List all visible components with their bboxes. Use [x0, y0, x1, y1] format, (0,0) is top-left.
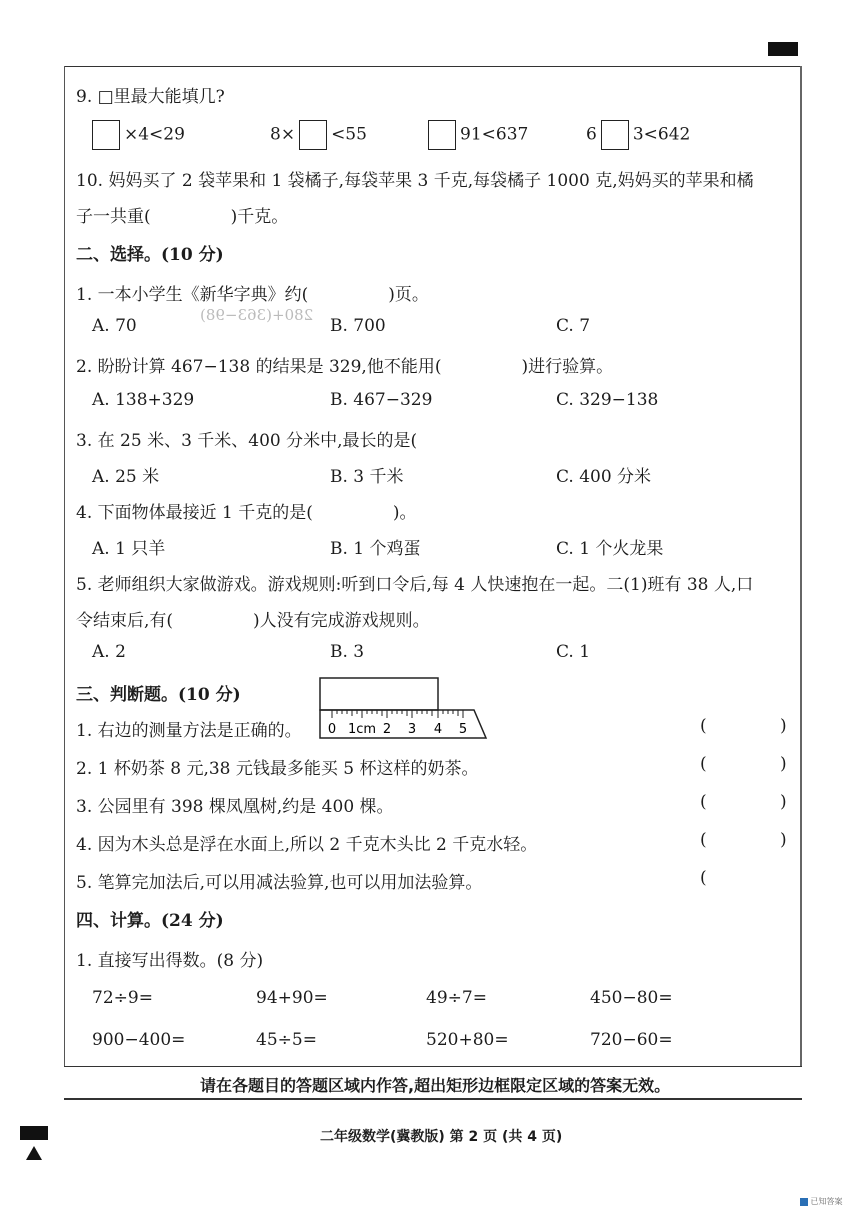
calc-item[interactable]: 720−60=: [590, 1030, 673, 1050]
judge-3-text: 3. 公园里有 398 棵凤凰树,约是 400 棵。: [76, 797, 394, 817]
choice-4-stem: 4. 下面物体最接近 1 千克的是( )。: [76, 503, 417, 523]
answer-frame-top: [64, 66, 800, 67]
alignment-marker-bottom-left: [20, 1126, 48, 1140]
choice-4-option-b[interactable]: B. 1 个鸡蛋: [330, 539, 421, 559]
calc-item[interactable]: 45÷5=: [256, 1030, 317, 1050]
alignment-marker-top-right: [768, 42, 798, 56]
question-9-item-4: 6 3<642: [586, 120, 690, 150]
ruler-label: 5: [458, 722, 468, 737]
section-4-sub-1: 1. 直接写出得数。(8 分): [76, 951, 264, 971]
question-9-item-2: 8× <55: [270, 120, 367, 150]
calc-item[interactable]: 72÷9=: [92, 988, 153, 1008]
judge-1-paren-close: ): [780, 716, 787, 736]
choice-5-option-c[interactable]: C. 1: [556, 642, 591, 662]
judge-1-text: 1. 右边的测量方法是正确的。: [76, 721, 302, 741]
choice-3-option-b[interactable]: B. 3 千米: [330, 467, 404, 487]
judge-3-paren-close: ): [780, 792, 787, 812]
choice-3-option-a[interactable]: A. 25 米: [92, 467, 160, 487]
watermark-logo: 已知答案: [800, 1196, 843, 1207]
ruler-ticks: [332, 710, 463, 718]
choice-2-option-b[interactable]: B. 467−329: [330, 390, 433, 410]
choice-4-option-c[interactable]: C. 1 个火龙果: [556, 539, 664, 559]
judge-2-paren-close: ): [780, 754, 787, 774]
ruler-measurement-figure: [318, 676, 490, 742]
question-9-item-3: 91<637: [424, 120, 528, 150]
choice-2-stem: 2. 盼盼计算 467−138 的结果是 329,他不能用( )进行验算。: [76, 357, 614, 377]
answer-box[interactable]: [92, 120, 120, 150]
choice-1-option-c[interactable]: C. 7: [556, 316, 591, 336]
ruler-label: 4: [433, 722, 443, 737]
judge-4-paren-open[interactable]: (: [700, 830, 707, 850]
judge-5-paren-open[interactable]: (: [700, 868, 707, 888]
answer-box[interactable]: [299, 120, 327, 150]
calc-item[interactable]: 450−80=: [590, 988, 673, 1008]
notice-bottom-rule: [64, 1098, 802, 1100]
judge-2-text: 2. 1 杯奶茶 8 元,38 元钱最多能买 5 杯这样的奶茶。: [76, 759, 479, 779]
answer-frame-left: [64, 66, 65, 1066]
judge-5-text: 5. 笔算完加法后,可以用减法验算,也可以用加法验算。: [76, 873, 483, 893]
choice-3-stem: 3. 在 25 米、3 千米、400 分米中,最长的是(: [76, 431, 418, 451]
answer-frame-right: [800, 66, 802, 1066]
judge-2-paren-open[interactable]: (: [700, 754, 707, 774]
measured-object: [320, 678, 438, 710]
question-10-line-1: 10. 妈妈买了 2 袋苹果和 1 袋橘子,每袋苹果 3 千克,每袋橘子 1000 克,妈妈买的苹果和橘: [76, 171, 754, 191]
calc-item[interactable]: 900−400=: [92, 1030, 186, 1050]
choice-1-option-a[interactable]: A. 70: [92, 316, 137, 336]
choice-5-stem-line-2: 令结束后,有( )人没有完成游戏规则。: [76, 611, 430, 631]
ruler-label: 0: [327, 722, 337, 737]
ruler-label: 1cm: [347, 722, 377, 737]
judge-1-paren-open[interactable]: (: [700, 716, 707, 736]
calc-item[interactable]: 520+80=: [426, 1030, 509, 1050]
answer-frame-bottom: [64, 1066, 802, 1067]
ruler-label: 2: [382, 722, 392, 737]
ruler-label: 3: [407, 722, 417, 737]
calc-item[interactable]: 94+90=: [256, 988, 328, 1008]
question-9-item-1: ×4<29: [88, 120, 185, 150]
choice-1-stem: 1. 一本小学生《新华字典》约( )页。: [76, 285, 429, 305]
bleed-through-text: 280+(363−98): [200, 306, 314, 324]
choice-2-option-a[interactable]: A. 138+329: [92, 390, 195, 410]
answer-box[interactable]: [601, 120, 629, 150]
section-3-title: 三、判断题。(10 分): [76, 685, 241, 705]
judge-4-text: 4. 因为木头总是浮在水面上,所以 2 千克木头比 2 千克水轻。: [76, 835, 538, 855]
choice-2-option-c[interactable]: C. 329−138: [556, 390, 659, 410]
page-footer: 二年级数学(冀教版) 第 2 页 (共 4 页): [320, 1129, 563, 1145]
choice-5-option-b[interactable]: B. 3: [330, 642, 365, 662]
calc-item[interactable]: 49÷7=: [426, 988, 487, 1008]
choice-5-stem-line-1: 5. 老师组织大家做游戏。游戏规则:听到口令后,每 4 人快速抱在一起。二(1)班有 38 人,口: [76, 575, 754, 595]
section-2-title: 二、选择。(10 分): [76, 245, 224, 265]
watermark-icon: [800, 1198, 808, 1206]
answer-box[interactable]: [428, 120, 456, 150]
choice-1-option-b[interactable]: B. 700: [330, 316, 386, 336]
judge-3-paren-open[interactable]: (: [700, 792, 707, 812]
choice-3-option-c[interactable]: C. 400 分米: [556, 467, 652, 487]
choice-5-option-a[interactable]: A. 2: [92, 642, 126, 662]
triangle-marker-icon: [24, 1144, 44, 1162]
question-10-line-2: 子一共重( )千克。: [76, 207, 289, 227]
judge-4-paren-close: ): [780, 830, 787, 850]
choice-4-option-a[interactable]: A. 1 只羊: [92, 539, 166, 559]
question-9-title: 9. □里最大能填几?: [76, 87, 225, 107]
answer-area-notice: 请在各题目的答题区域内作答,超出矩形边框限定区域的答案无效。: [200, 1076, 671, 1095]
section-4-title: 四、计算。(24 分): [76, 911, 224, 931]
